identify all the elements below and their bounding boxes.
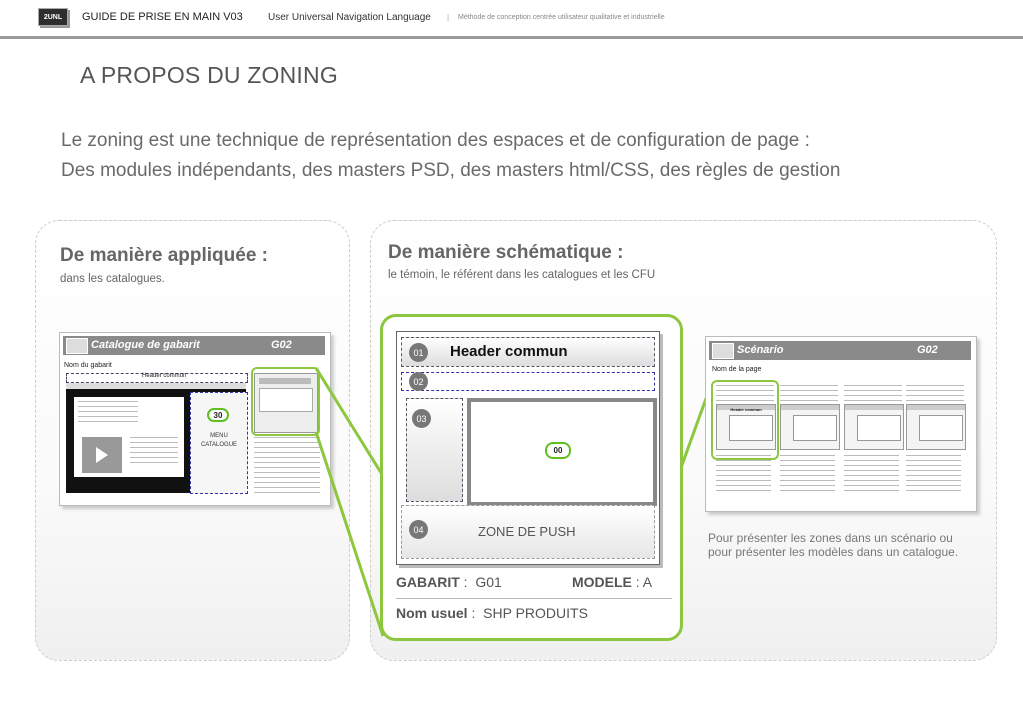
scenario-title: Scénario — [737, 344, 784, 356]
header-zone-label: Header commun — [142, 373, 187, 379]
step-4-header — [907, 405, 965, 410]
zone-02-nav — [401, 372, 655, 391]
catalogue-title: Catalogue de gabarit — [91, 339, 200, 351]
gabarit-value: G01 — [475, 574, 502, 590]
zone-04-label: ZONE DE PUSH — [478, 524, 576, 539]
page-name-label: Nom de la page — [712, 366, 762, 373]
step-2-content — [793, 415, 837, 441]
nom-usuel-separator: : — [467, 605, 484, 621]
modele-row — [572, 574, 652, 590]
scenario-code: G02 — [917, 344, 938, 356]
menu-label-1: MENU — [210, 433, 228, 439]
gabarit-label: GABARIT — [396, 574, 460, 590]
schematic-subtitle: le témoin, le référent dans les catalogues et les CFU — [388, 269, 656, 281]
scenario-step-3-meta — [844, 385, 902, 405]
scenario-title-bar — [709, 341, 971, 360]
nom-usuel-row — [396, 605, 588, 621]
intro-line-2: Des modules indépendants, des masters PSD, des masters html/CSS, des règles de gestion — [61, 160, 841, 181]
zone-02-number: 02 — [409, 372, 428, 391]
scenario-step-4-meta — [906, 385, 964, 405]
schematic-heading: De manière schématique : — [388, 242, 624, 263]
zone-01-header — [401, 337, 655, 367]
scenario-step-4-notes — [906, 455, 961, 495]
zone-04-push — [401, 505, 655, 559]
modele-value: A — [642, 574, 653, 590]
guide-title: GUIDE DE PRISE EN MAIN V03 — [82, 11, 243, 23]
scenario-step-1-notes — [716, 455, 771, 495]
highlight-zoning-right — [711, 380, 779, 460]
step-2-header — [781, 405, 839, 410]
catalogue-code: G02 — [271, 339, 292, 351]
step-3-meta-lines — [844, 385, 902, 405]
zone-03-sidebar — [406, 398, 463, 502]
gabarit-row — [396, 574, 502, 590]
scenario-step-2 — [780, 404, 840, 450]
scenario-step-4 — [906, 404, 966, 450]
step-1-header-label: Header commun — [730, 407, 762, 412]
step-3-content — [857, 415, 901, 441]
gabarit-name-label: Nom du gabarit — [64, 362, 112, 369]
zone-04-number: 04 — [409, 520, 428, 539]
nom-usuel-label: Nom usuel — [396, 605, 468, 621]
page-icon — [712, 343, 734, 359]
zone-00-content — [467, 398, 657, 506]
step-2-meta-lines — [780, 385, 838, 405]
zoning-frame — [396, 331, 660, 565]
zone-01-label: Header commun — [450, 343, 568, 360]
scenario-step-3 — [844, 404, 904, 450]
applied-heading: De manière appliquée : — [60, 245, 269, 266]
step-3-header — [845, 405, 903, 410]
zone-badge-30: 30 — [207, 408, 229, 422]
method-label: Méthode de conception centrée utilisateur qualitative et industrielle — [458, 14, 665, 21]
page-title: A PROPOS DU ZONING — [80, 62, 338, 88]
nom-usuel-value: SHP PRODUITS — [483, 605, 588, 621]
modele-label: MODELE — [572, 574, 632, 590]
scenario-caption: Pour présenter les zones dans un scénario ou pour présenter les modèles dans un catalogue. — [708, 531, 959, 559]
scenario-step-2-meta — [780, 385, 838, 405]
modele-separator: : — [631, 574, 643, 590]
step-4-content — [919, 415, 963, 441]
guide-subtitle: User Universal Navigation Language — [268, 12, 431, 23]
card-divider — [396, 598, 672, 599]
logo: 2UNL — [38, 8, 68, 26]
applied-subtitle: dans les catalogues. — [60, 273, 165, 285]
menu-label-2: CATALOGUE — [200, 442, 238, 448]
zone-00-badge: 00 — [545, 442, 571, 459]
header-separator: | — [447, 13, 450, 22]
step-4-meta-lines — [906, 385, 964, 405]
scenario-step-2-notes — [780, 455, 835, 495]
gabarit-separator: : — [459, 574, 476, 590]
intro-line-1: Le zoning est une technique de représentation des espaces et de configuration de page : — [61, 130, 810, 151]
scenario-step-3-notes — [844, 455, 899, 495]
zone-01-number: 01 — [409, 343, 428, 362]
zone-03-number: 03 — [412, 409, 431, 428]
